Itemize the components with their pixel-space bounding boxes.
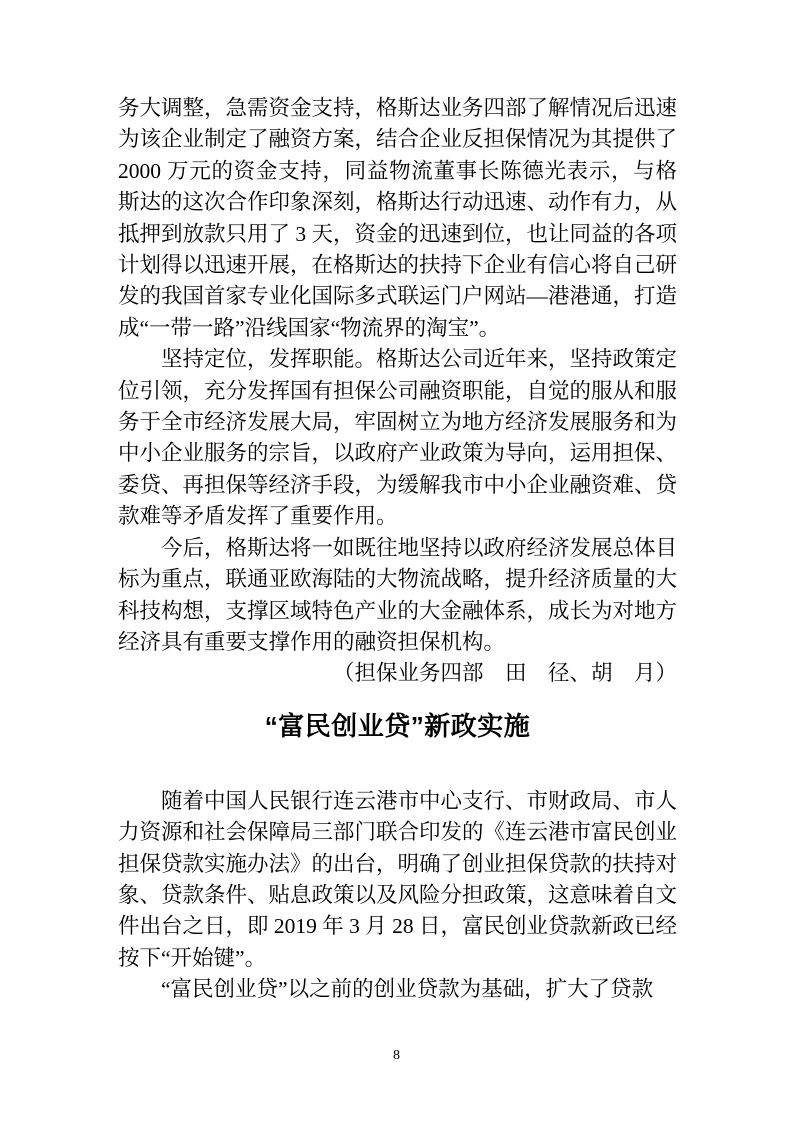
article-byline: （担保业务四部 田 径、胡 月） bbox=[332, 661, 677, 686]
paragraph: 坚持定位，发挥职能。格斯达公司近年来，坚持政策定位引领，充分发挥国有担保公司融资职能，自觉的服从和服务于全市经济发展大局，牢固树立为地方经济发展服务和为中小企业服务的宗旨，以政府产业政策为导向，运用担保、委贷、再担保等经济手段，为缓解我市中小企业融资难、贷款难等矛盾发挥了重要作用。 bbox=[118, 347, 678, 529]
paragraph: 随着中国人民银行连云港市中心支行、市财政局、市人力资源和社会保障局三部门联合印发的《连云港市富民创业担保贷款实施办法》的出台，明确了创业担保贷款的扶持对象、贷款条件、贴息政策以及风险分担政策，这意味着自文件出台之日，即 2019 年 3 月 28 日，富民创业贷款新政已经按下“开始键”。 bbox=[118, 788, 678, 970]
paragraph: “富民创业贷”以之前的创业贷款为基础，扩大了贷款 bbox=[161, 977, 654, 1002]
page-body bbox=[118, 93, 677, 1006]
paragraph: 今后，格斯达将一如既往地坚持以政府经济发展总体目标为重点，联通亚欧海陆的大物流战略，提升经济质量的大科技构想，支撑区域特色产业的大金融体系，成长为对地方经济具有重要支撑作用的融资担保机构。 bbox=[118, 535, 678, 654]
page-number: 8 bbox=[393, 1048, 400, 1063]
article-title: “富民创业贷”新政实施 bbox=[264, 710, 531, 741]
paragraph-continuation: 务大调整，急需资金支持，格斯达业务四部了解情况后迅速为该企业制定了融资方案，结合企业反担保情况为其提供了 2000 万元的资金支持，同益物流董事长陈德光表示，与格斯达的这次合作印象深刻，格斯达行动迅速、动作有力，从抵押到放款只用了 3 天，资金的迅速到位，也让同益的各项计划得以迅速开展，在格斯达的扶持下企业有信心将自己研发的我国首家专业化国际多式联运门户网站—港港通，打造成“一带一路”沿线国家“物流界的淘宝”。 bbox=[118, 96, 678, 340]
